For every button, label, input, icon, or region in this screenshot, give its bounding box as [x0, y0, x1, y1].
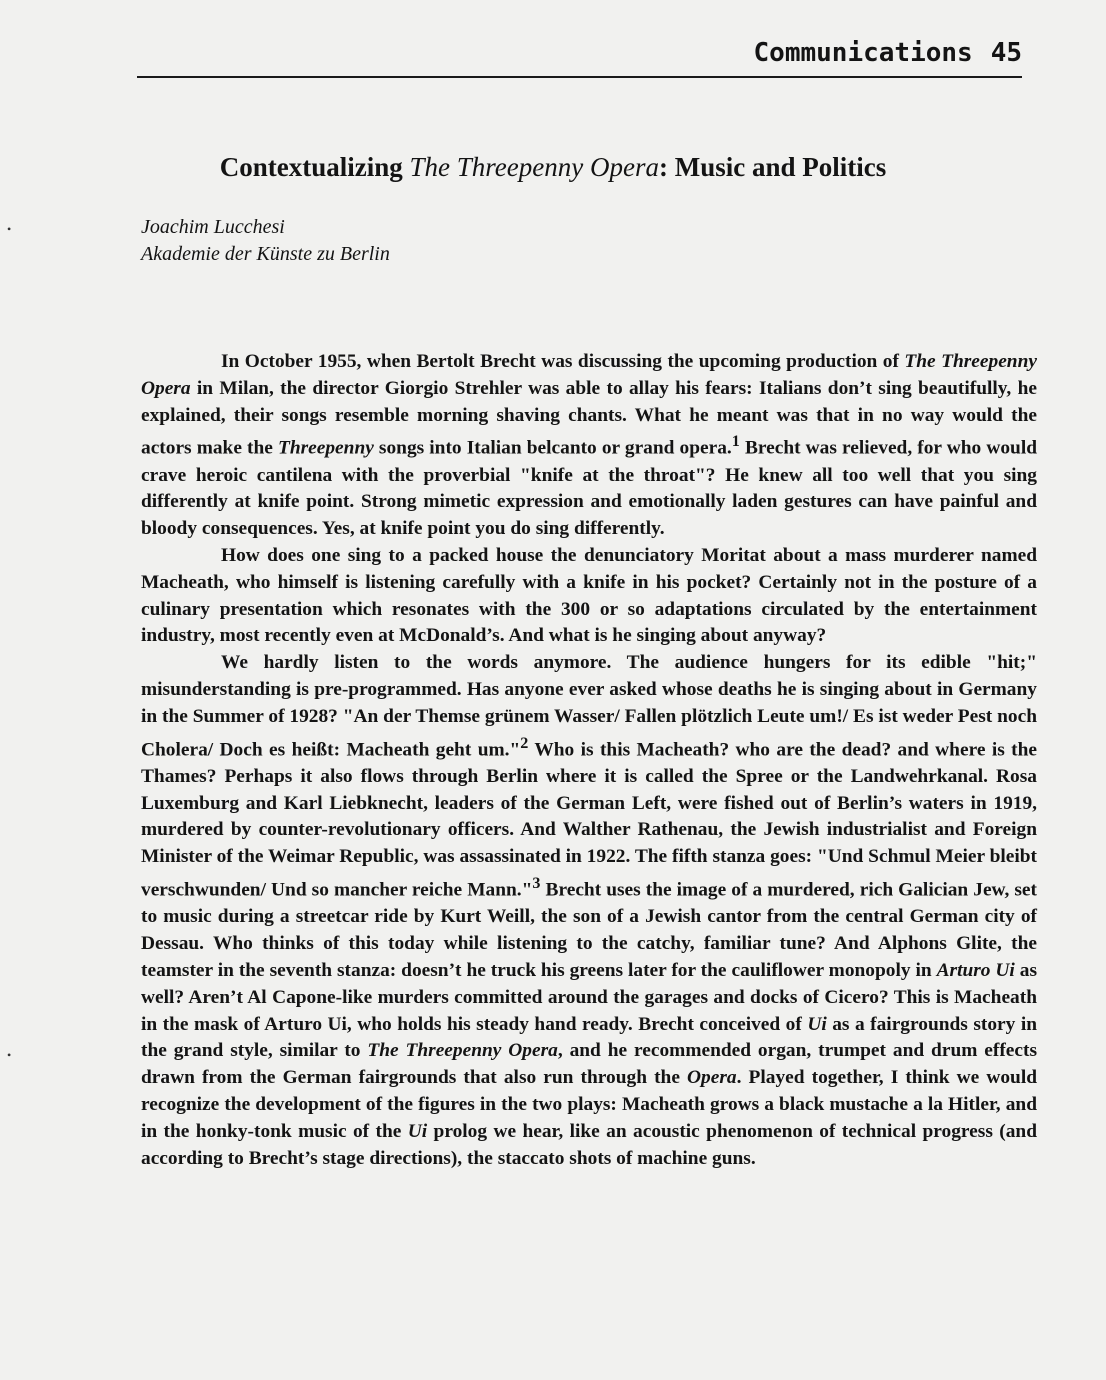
italic-run: Threepenny [277, 437, 374, 459]
italic-run: Ui [407, 1120, 428, 1142]
text-run: We hardly listen to the words anymore. The audience hungers for its edible "hit;" misunderstanding is pre-programmed. Has anyone ever asked whose deaths he is singing about in Germany in the Summer of 1928? "An der Themse grünem Wasser/ Fallen plötzlich Leute um!/ Es ist weder Pest noch Cholera/ Doch es heißt: Macheath geht um." [141, 652, 1037, 761]
margin-speck: • [7, 1048, 12, 1062]
author-affiliation: Akademie der Künste zu Berlin [141, 243, 390, 265]
italic-run: The Threepenny Opera [367, 1040, 558, 1062]
text-run: In October 1955, when Bertolt Brecht was discussing the upcoming production of [221, 351, 905, 372]
paragraph-1 [141, 349, 1037, 543]
byline [141, 214, 390, 268]
text-run: as a fairgrounds story in the grand style, similar to [141, 1013, 1037, 1062]
page-number: 45 [990, 38, 1022, 68]
text-run: , and he recommended organ, trumpet and drum effects drawn from the German fairgrounds that also run through the [141, 1040, 1038, 1089]
footnote-ref: 1 [731, 433, 740, 451]
margin-speck: • [7, 222, 12, 236]
text-run: songs into Italian belcanto or grand opera. [373, 437, 732, 459]
text-run: prolog we hear, like an acoustic phenomenon of technical progress (and according to Brecht’s stage directions), the staccato shots of machine guns. [141, 1120, 1037, 1169]
italic-run: The Threepenny Opera [141, 351, 1037, 399]
running-header [137, 36, 1022, 78]
italic-run: Ui [807, 1013, 827, 1035]
article-title [0, 152, 1106, 183]
author-name: Joachim Lucchesi [141, 216, 285, 238]
text-run: Brecht uses the image of a murdered, rich Galician Jew, set to music during a streetcar ride by Kurt Weill, the son of a Jewish cantor from the central German city of Dessau. Who thinks of this today while listening to the catchy, familiar tune? And Alphons Glite, the teamster in the seventh stanza: doesn’t he truck his greens later for the cauliflower monopoly in [141, 879, 1037, 981]
italic-run: Opera [687, 1067, 737, 1089]
title-work: The Threepenny Opera [409, 152, 659, 182]
text-run: as well? Aren’t Al Capone-like murders committed around the garages and docks of Cicero? This is Macheath in the mask of Arturo Ui, who holds his steady hand ready. Brecht conceived of [141, 959, 1037, 1035]
text-run: . Played together, I think we would recognize the development of the figures in the two plays: Macheath grows a black mustache a la Hitler, and in the honky-tonk music of the [141, 1067, 1037, 1142]
text-run: in Milan, the director Giorgio Strehler was able to allay his fears: Italians don’t sing beautifully, he explained, their songs resemble morning shaving chants. What he meant was that in no way would the actors make the [141, 377, 1037, 459]
article-body [141, 349, 1037, 1172]
footnote-ref: 2 [520, 734, 529, 752]
text-run: Who is this Macheath? who are the dead? and where is the Thames? Perhaps it also flows through Berlin where it is called the Spree or the Landwehrkanal. Rosa Luxemburg and Karl Liebknecht, leaders of the German Left, were fished out of Berlin’s waters in 1919, murdered by counter-revolutionary officers. And Walther Rathenau, the Jewish industrialist and Foreign Minister of the Weimar Republic, was assassinated in 1922. The fifth stanza goes: "Und Schmul Meier bleibt verschwunden/ Und so mancher reiche Mann." [141, 739, 1037, 901]
paragraph-2 [141, 543, 1037, 650]
running-head-text [754, 38, 1022, 68]
title-tail: : Music and Politics [658, 152, 887, 182]
italic-run: Arturo Ui [936, 959, 1015, 981]
text-run: How does one sing to a packed house the denunciatory Moritat about a mass murderer named Macheath, who himself is listening carefully with a knife in his pocket? Certainly not in the posture of a culinary presentation which resonates with the 300 or so adaptations circulated by the entertainment industry, most recently even at McDonald’s. And what is he singing about anyway? [141, 545, 1037, 647]
text-run: Brecht was relieved, for who would crave heroic cantilena with the proverbial "knife at the throat"? He knew all too well that you sing differently at knife point. Strong mimetic expression and emotionally laden gestures can have painful and bloody consequences. Yes, at knife point you do sing differently. [141, 437, 1037, 540]
section-title: Communications [753, 38, 973, 68]
title-lead: Contextualizing [219, 152, 410, 182]
footnote-ref: 3 [532, 875, 541, 893]
paragraph-3 [141, 650, 1037, 1172]
